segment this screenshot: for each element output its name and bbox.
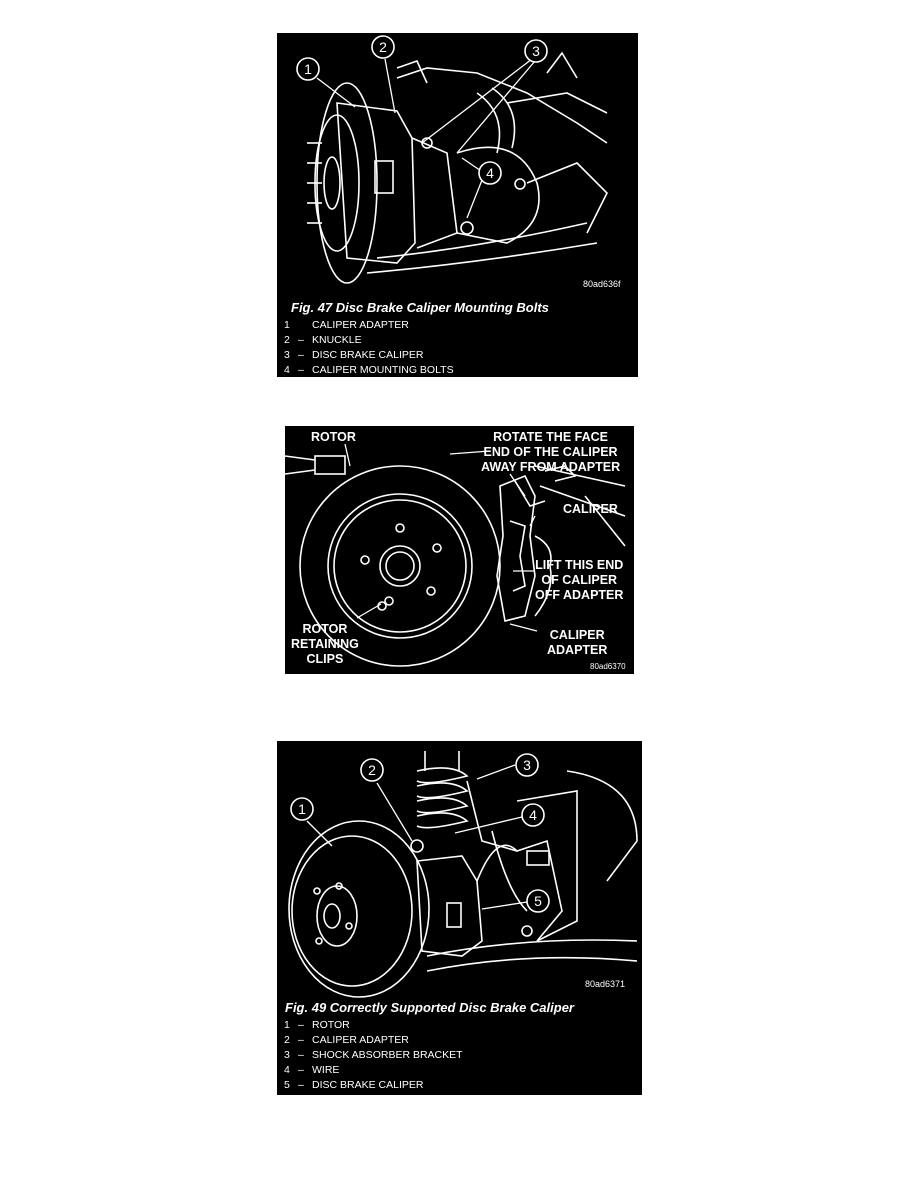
legend-item: 4 – WIRE: [284, 1064, 340, 1076]
legend-item: 1 CALIPER ADAPTER: [284, 319, 409, 331]
figure-49-code: 80ad6371: [585, 979, 626, 989]
callout-1-label: 1: [298, 801, 306, 817]
figure-47-caption: Fig. 47 Disc Brake Caliper Mounting Bolts: [291, 300, 549, 315]
label-rotate-caliper: ROTATE THE FACE END OF THE CALIPER AWAY FROM ADAPTER: [481, 430, 621, 474]
legend-item: 3 – DISC BRAKE CALIPER: [284, 349, 424, 361]
figure-49: [277, 741, 642, 1095]
callout-3-label: 3: [532, 43, 540, 59]
legend-item: 5 – DISC BRAKE CALIPER: [284, 1079, 424, 1091]
figure-47-code: 80ad636f: [583, 279, 621, 289]
legend-item: 3 – SHOCK ABSORBER BRACKET: [284, 1049, 463, 1061]
callout-5-label: 5: [534, 893, 542, 909]
legend-item: 2 – KNUCKLE: [284, 334, 362, 346]
figure-47-callouts: [297, 36, 547, 184]
figure-49-legend: [284, 1018, 463, 1093]
figure-49-caption: Fig. 49 Correctly Supported Disc Brake Caliper: [285, 1000, 574, 1015]
legend-item: 1 – ROTOR: [284, 1019, 350, 1031]
callout-1-label: 1: [304, 61, 312, 77]
callout-4-label: 4: [486, 165, 494, 181]
figure-48: [285, 426, 634, 674]
label-caliper: CALIPER: [563, 502, 618, 516]
callout-4-label: 4: [529, 807, 537, 823]
legend-item: 2 – CALIPER ADAPTER: [284, 1034, 409, 1046]
figure-47-legend: [284, 318, 454, 377]
callout-2-label: 2: [368, 762, 376, 778]
label-lift-caliper: LIFT THIS END OF CALIPER OFF ADAPTER: [535, 558, 624, 602]
figure-47: [277, 33, 638, 377]
figure-48-code: 80ad6370: [590, 662, 626, 671]
label-caliper-adapter: CALIPER ADAPTER: [547, 628, 608, 657]
label-rotor-retaining-clips: ROTOR RETAINING CLIPS: [291, 622, 359, 666]
callout-3-label: 3: [523, 757, 531, 773]
legend-item: 4 – CALIPER MOUNTING BOLTS: [284, 364, 454, 376]
label-rotor: ROTOR: [311, 430, 356, 444]
callout-2-label: 2: [379, 39, 387, 55]
